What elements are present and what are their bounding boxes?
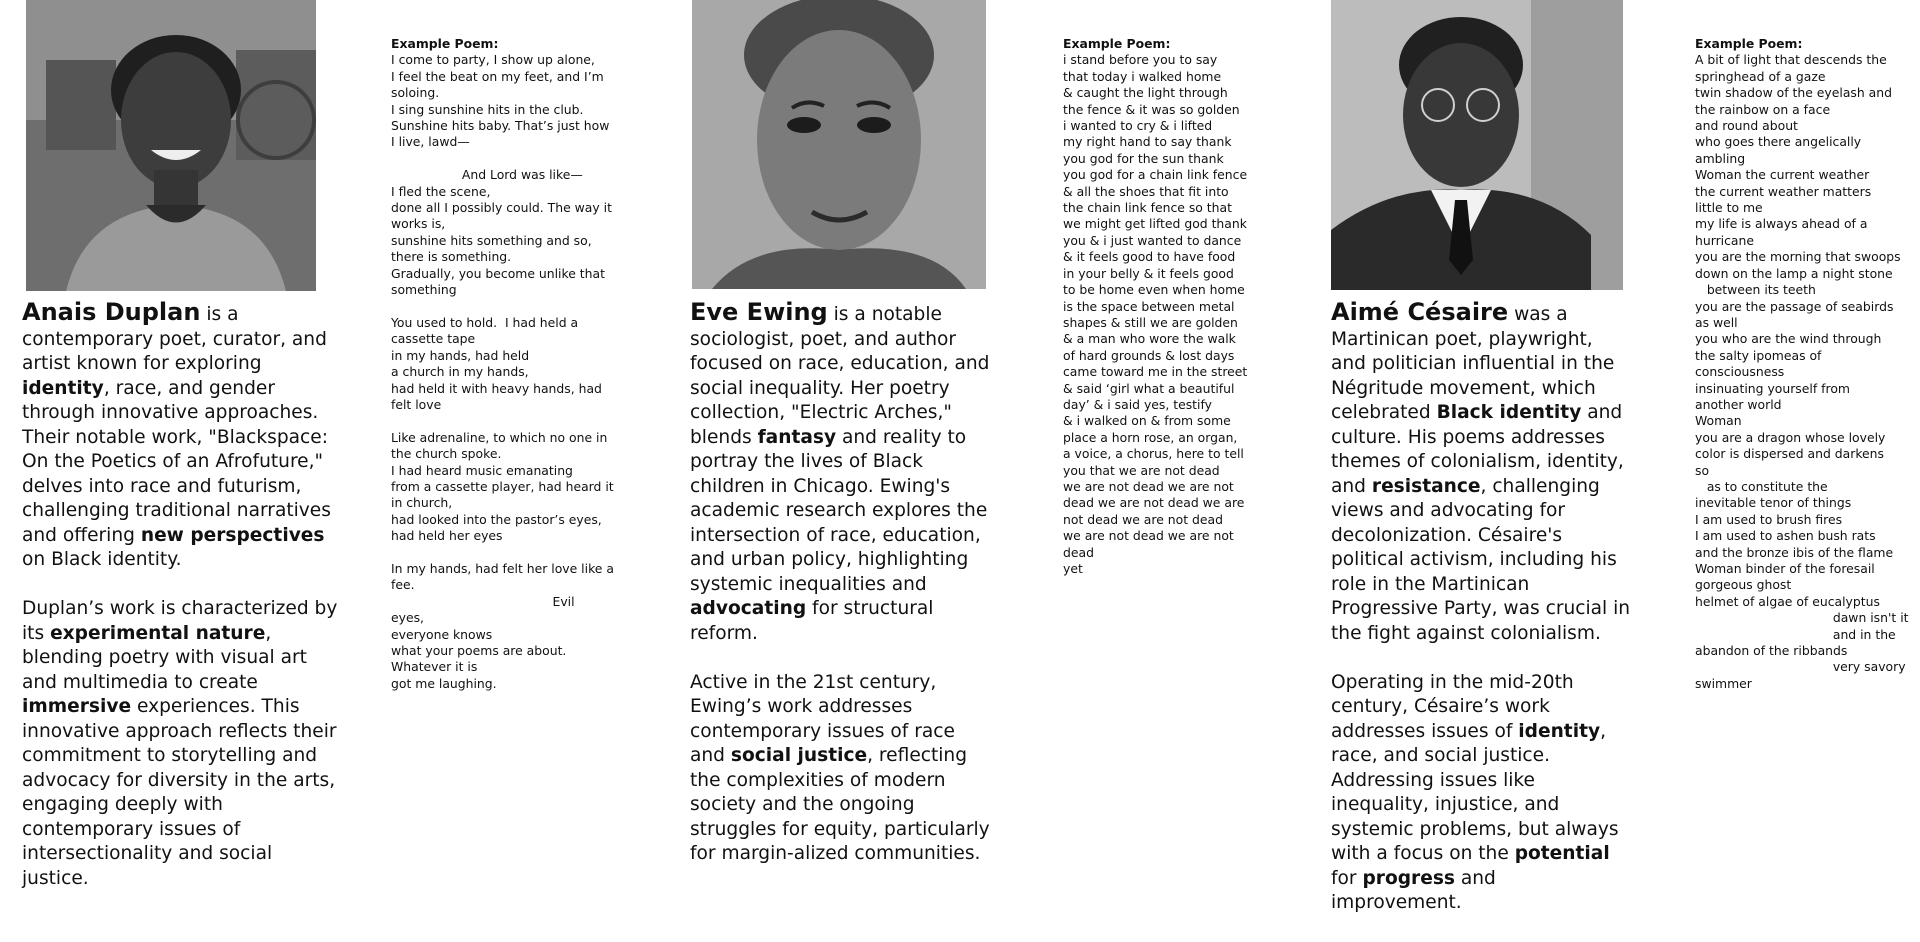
poem-anais-duplan: [391, 36, 631, 692]
bio-text: Operating in the mid-20th century, Césaire’s work addresses issues of: [1331, 671, 1574, 742]
poet-name: Eve Ewing: [690, 298, 828, 326]
bio-text: and reality to portray the lives of Black children in Chicago. Ewing's academic research explores the intersection of race, education, and urban policy, highlighting systemic inequalities and: [690, 426, 988, 595]
poem-line: the rainbow on a face: [1695, 101, 1831, 117]
poem-line: the current weather matters: [1695, 183, 1872, 199]
poem-line: is the space between metal: [1063, 298, 1235, 314]
poem-line: abandon of the ribbands: [1695, 643, 1848, 659]
poem-line: I sing sunshine hits in the club.: [391, 101, 584, 117]
poem-line: And Lord was like—: [391, 167, 583, 183]
poem-line: i stand before you to say: [1063, 52, 1218, 68]
poem-line: Woman: [1695, 413, 1742, 429]
poem-heading: Example Poem:: [391, 36, 499, 51]
poem-line: & i walked on & from some: [1063, 413, 1231, 429]
poem-line: and the bronze ibis of the flame: [1695, 544, 1894, 560]
poem-line: sunshine hits something and so,: [391, 232, 592, 248]
poem-line: I am used to brush fires: [1695, 511, 1843, 527]
poem-line: eyes,: [391, 610, 424, 626]
poem-line: inevitable tenor of things: [1695, 495, 1852, 511]
poem-line: & said ‘girl what a beautiful: [1063, 380, 1235, 396]
poem-line: something: [391, 282, 457, 298]
bio-eve-ewing: [690, 300, 990, 867]
bio-text: , blending poetry with visual art and multimedia to create: [22, 622, 307, 693]
poem-line: Woman binder of the foresail: [1695, 561, 1875, 576]
poem-line: hurricane: [1695, 232, 1755, 248]
bio-text: on Black identity.: [22, 549, 182, 570]
poem-line: swimmer: [1695, 675, 1752, 691]
poem-line: [391, 545, 631, 561]
poem-line: got me laughing.: [391, 675, 497, 691]
portrait-photo-eve-ewing: [692, 0, 986, 289]
bio-emphasis: advocating: [690, 598, 807, 619]
poem-line: I feel the beat on my feet, and I’m: [391, 68, 604, 84]
bio-text: , reflecting the complexities of modern society and the ongoing struggles for equity, particularly for margin-alized communities.: [690, 745, 990, 864]
poem-line: you that we are not dead: [1063, 462, 1220, 478]
poem-line: we are not dead we are not: [1063, 478, 1234, 494]
poem-eve-ewing: [1063, 36, 1273, 577]
poem-line: gorgeous ghost: [1695, 577, 1792, 593]
poem-line: had looked into the pastor’s eyes,: [391, 511, 602, 527]
poem-line: day’ & i said yes, testify: [1063, 396, 1212, 412]
bio-paragraph: [1331, 300, 1631, 646]
poem-line: you god for a chain link fence: [1063, 167, 1248, 183]
poem-line: Evil: [391, 593, 575, 609]
bio-text: Active in the 21st century, Ewing’s work addresses contemporary issues of race and: [690, 671, 955, 766]
poem-line: I fled the scene,: [391, 183, 491, 199]
poem-line: A bit of light that descends the: [1695, 52, 1887, 68]
poem-line: the fence & it was so golden: [1063, 101, 1240, 117]
poem-line: what your poems are about.: [391, 642, 567, 658]
poem-line: consciousness: [1695, 364, 1785, 380]
poem-line: very savory: [1695, 659, 1906, 675]
poem-line: I am used to ashen bush rats: [1695, 528, 1876, 544]
poem-line: & caught the light through: [1063, 85, 1228, 101]
bio-text: for structural reform.: [690, 598, 934, 644]
poem-line: I live, lawd—: [391, 134, 470, 150]
poem-line: Whatever it is: [391, 659, 478, 675]
poem-line: and in the: [1695, 626, 1896, 642]
poem-line: i wanted to cry & i lifted: [1063, 118, 1213, 134]
poem-line: [391, 298, 631, 314]
poem-line: fee.: [391, 577, 415, 593]
poem-line: so: [1695, 462, 1710, 478]
bio-emphasis: resistance: [1371, 475, 1481, 497]
poem-line: felt love: [391, 396, 442, 412]
poem-line: cassette tape: [391, 331, 476, 347]
poem-line: had held it with heavy hands, had: [391, 380, 602, 396]
poem-line: from a cassette player, had heard it: [391, 478, 614, 494]
poem-line: yet: [1063, 561, 1083, 576]
poem-line: you are the passage of seabirds: [1695, 298, 1894, 314]
poem-line: color is dispersed and darkens: [1695, 446, 1884, 462]
bio-paragraph: [1331, 671, 1631, 916]
poem-line: as to constitute the: [1695, 478, 1828, 494]
poem-line: a voice, a chorus, here to tell: [1063, 446, 1244, 462]
bio-paragraph: [22, 597, 342, 891]
poem-line: I come to party, I show up alone,: [391, 52, 595, 68]
poem-line: you who are the wind through: [1695, 331, 1882, 347]
poem-aime-cesaire: [1695, 36, 1915, 692]
poem-line: Like adrenaline, to which no one in: [391, 429, 608, 445]
poem-line: Gradually, you become unlike that: [391, 265, 605, 281]
poem-line: came toward me in the street: [1063, 364, 1248, 380]
poem-line: springhead of a gaze: [1695, 68, 1826, 84]
poem-heading: Example Poem:: [1695, 36, 1803, 51]
bio-paragraph: [22, 300, 342, 573]
bio-emphasis: identity: [1518, 720, 1601, 742]
bio-text: , race, and social justice. Addressing issues like inequality, injustice, and systemic problems, but always with a focus on the: [1331, 720, 1619, 864]
poem-line: a church in my hands,: [391, 364, 529, 380]
poem-line: my life is always ahead of a: [1695, 216, 1868, 232]
bio-emphasis: Black identity: [1436, 402, 1582, 423]
bio-emphasis: immersive: [22, 696, 132, 717]
poem-line: we are not dead we are not: [1063, 528, 1234, 544]
poem-line: we might get lifted god thank: [1063, 216, 1247, 232]
poem-line: & it feels good to have food: [1063, 249, 1236, 265]
poem-line: Sunshine hits baby. That’s just how: [391, 118, 610, 134]
poem-line: works is,: [391, 216, 446, 232]
bio-aime-cesaire: [1331, 300, 1631, 916]
portrait-photo-aime-cesaire: [1331, 0, 1623, 290]
poem-line: [391, 151, 631, 167]
poem-line: In my hands, had felt her love like a: [391, 560, 614, 576]
poem-line: in my hands, had held: [391, 347, 530, 363]
bio-text: Duplan’s work is characterized by its: [22, 598, 338, 644]
poem-line: between its teeth: [1695, 282, 1816, 298]
poem-line: the salty ipomeas of: [1695, 347, 1822, 363]
poem-line: dawn isn't it: [1695, 610, 1909, 626]
bio-text: experiences. This innovative approach reflects their commitment to storytelling and advocacy for diversity in the arts, engaging deeply with contemporary issues of intersectionality and social justice.: [22, 696, 337, 889]
poem-line: dead: [1063, 544, 1094, 560]
bio-emphasis: identity: [22, 377, 104, 399]
poem-line: there is something.: [391, 249, 512, 265]
poem-line: and round about: [1695, 118, 1798, 134]
poem-line: that today i walked home: [1063, 68, 1222, 84]
bio-anais-duplan: [22, 300, 342, 891]
bio-paragraph: [690, 300, 990, 646]
bio-emphasis: new perspectives: [140, 524, 325, 546]
portrait-photo-anais-duplan: [26, 0, 316, 291]
poem-line: you & i just wanted to dance: [1063, 232, 1242, 248]
poem-line: Woman the current weather: [1695, 167, 1870, 183]
poet-name: Anais Duplan: [22, 298, 201, 326]
poem-line: You used to hold. I had held a: [391, 314, 579, 330]
bio-text: was a Martinican poet, playwright, and politician influential in the Négritude movement, which celebrated: [1331, 304, 1615, 423]
poem-line: dead we are not dead we are: [1063, 495, 1245, 511]
poem-line: not dead we are not dead: [1063, 511, 1223, 527]
poem-line: done all I possibly could. The way it: [391, 200, 612, 216]
poem-line: & all the shoes that fit into: [1063, 183, 1229, 199]
poem-line: ambling: [1695, 150, 1746, 166]
poem-line: little to me: [1695, 200, 1763, 216]
bio-emphasis: potential: [1514, 843, 1610, 864]
poem-line: who goes there angelically: [1695, 134, 1862, 150]
poem-line: shapes & still we are golden: [1063, 314, 1238, 330]
bio-emphasis: fantasy: [757, 426, 837, 448]
poem-line: as well: [1695, 314, 1738, 330]
poem-line: had held her eyes: [391, 528, 503, 544]
bio-text: and culture. His poems addresses themes of colonialism, identity, and: [1331, 402, 1624, 497]
poem-line: of hard grounds & lost days: [1063, 347, 1235, 363]
poem-line: down on the lamp a night stone: [1695, 265, 1893, 281]
poem-line: another world: [1695, 396, 1782, 412]
poem-line: everyone knows: [391, 626, 493, 642]
poem-line: in church,: [391, 495, 453, 511]
bio-text: is a contemporary poet, curator, and artist known for exploring: [22, 304, 327, 374]
poem-line: & a man who wore the walk: [1063, 331, 1236, 347]
bio-text: and improvement.: [1331, 867, 1496, 913]
bio-emphasis: progress: [1362, 867, 1455, 889]
poem-line: twin shadow of the eyelash and: [1695, 85, 1892, 101]
poem-line: you are the morning that swoops: [1695, 249, 1901, 265]
bio-text: for: [1331, 867, 1363, 889]
poem-line: you god for the sun thank: [1063, 150, 1224, 166]
poem-line: soloing.: [391, 85, 440, 101]
poem-heading: Example Poem:: [1063, 36, 1171, 51]
poem-line: my right hand to say thank: [1063, 134, 1232, 150]
bio-emphasis: social justice: [730, 745, 868, 766]
poem-line: I had heard music emanating: [391, 462, 573, 478]
bio-emphasis: experimental nature: [50, 622, 266, 644]
poem-line: [391, 413, 631, 429]
poem-line: insinuating yourself from: [1695, 380, 1850, 396]
poem-line: the chain link fence so that: [1063, 200, 1232, 216]
poem-line: to be home even when home: [1063, 282, 1245, 298]
poem-line: place a horn rose, an organ,: [1063, 429, 1238, 445]
poem-line: the church spoke.: [391, 446, 502, 462]
bio-text: , challenging views and advocating for decolonization. Césaire's political activism, including his role in the Martinican Progressive Party, was crucial in the fight against colonialism.: [1331, 475, 1631, 644]
bio-paragraph: [690, 671, 990, 867]
bio-text: , race, and gender through innovative approaches. Their notable work, "Blackspace: On the Poetics of an Afrofuture," delves into race and futurism, challenging traditional narratives and offering: [22, 377, 331, 546]
bio-text: is a notable sociologist, poet, and author focused on race, education, and social inequality. Her poetry collection, "Electric Arches," blends: [690, 304, 990, 448]
poem-line: you are a dragon whose lovely: [1695, 429, 1886, 445]
poet-name: Aimé Césaire: [1331, 298, 1509, 326]
poem-line: in your belly & it feels good: [1063, 265, 1234, 281]
poem-line: helmet of algae of eucalyptus: [1695, 593, 1880, 609]
